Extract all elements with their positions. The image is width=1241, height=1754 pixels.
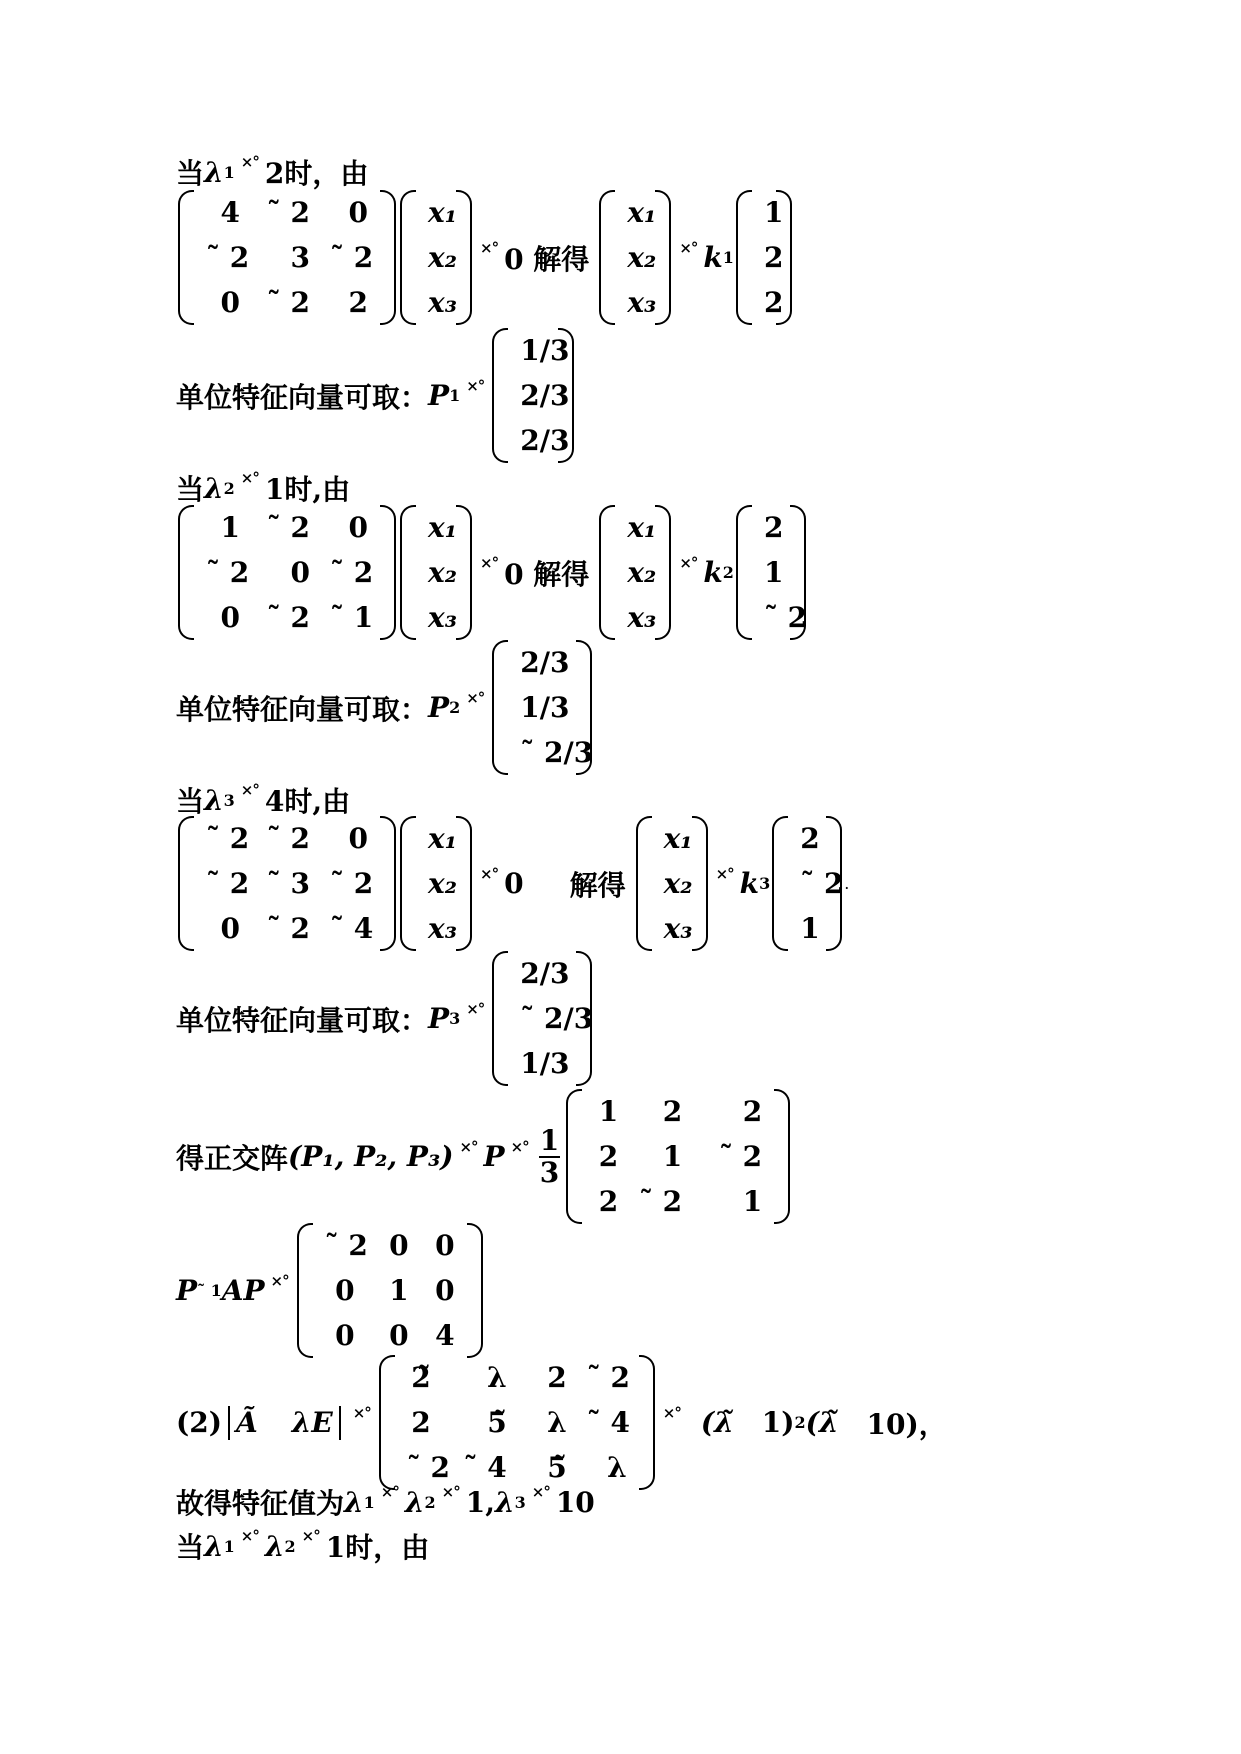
- matrix-cell: 4: [435, 1319, 455, 1352]
- lambda-e-symbol: λE: [291, 1406, 333, 1439]
- line-3: [176, 328, 576, 463]
- det-bar-left: [228, 1406, 230, 1440]
- p-symbol: P: [176, 1274, 198, 1307]
- garbled-operator: ×°: [480, 553, 499, 572]
- matrix-cell: ˜ 2: [266, 822, 310, 855]
- matrix-cell: 0: [335, 1274, 355, 1307]
- text-unit-vector: 单位特征向量可取：: [176, 380, 429, 414]
- det-bar-right: [339, 1406, 341, 1440]
- matrix-cell: λ: [487, 1361, 507, 1394]
- matrix-cell: ˜ 2: [330, 241, 374, 274]
- matrix-cell: ˜ 4: [330, 912, 374, 945]
- garbled-operator: ×°: [715, 864, 734, 883]
- matrix-p: [566, 1089, 790, 1224]
- matrix-cell: x₁: [663, 822, 693, 855]
- matrix-cell: 2: [800, 822, 820, 855]
- matrix-a1: [178, 190, 396, 325]
- value-ten: 10: [555, 1485, 595, 1519]
- vector-x: [400, 505, 472, 640]
- part-two-label: (2): [176, 1406, 222, 1439]
- p-symbol: P: [428, 379, 450, 412]
- garbled-operator: ×°: [270, 1271, 289, 1290]
- matrix-cell: ˜ 2: [763, 601, 808, 634]
- line-13: [176, 1482, 595, 1522]
- garbled-operator: ×°: [466, 999, 485, 1018]
- matrix-cell: ˜ 2: [206, 241, 250, 274]
- equation-1: [176, 190, 794, 325]
- matrix-cell: 1: [763, 556, 784, 589]
- matrix-cell: 0: [220, 286, 240, 319]
- text-dang: 当: [176, 1531, 205, 1564]
- matrix-cell: 2: [662, 1095, 683, 1128]
- k-symbol: k: [703, 556, 723, 589]
- matrix-cell: 0: [389, 1319, 409, 1352]
- lambda-symbol: λ: [344, 1485, 364, 1519]
- matrix-cell: 0: [435, 1274, 455, 1307]
- matrix-cell: 2: [348, 286, 368, 319]
- matrix-cell: λ: [607, 1451, 627, 1484]
- matrix-cell: ˜ 4: [463, 1451, 507, 1484]
- matrix-cell: 2/3: [520, 646, 570, 679]
- lambda-symbol: λ: [494, 1485, 515, 1519]
- matrix-cell: 0: [220, 601, 240, 634]
- lambda-symbol: λ: [204, 1529, 224, 1563]
- matrix-cell: x₁: [428, 511, 457, 544]
- equation-2: [176, 505, 808, 640]
- matrix-a-minus-lambda-e: [379, 1355, 655, 1490]
- matrix-cell: ˜ 2: [718, 1140, 763, 1173]
- matrix-cell: 1: [598, 1095, 619, 1128]
- matrix-cell: ˜ 2: [206, 556, 250, 589]
- matrix-cell: x₁: [428, 822, 457, 855]
- ap-symbol: AP: [221, 1274, 265, 1307]
- matrix-cell: ˜ 2/3: [520, 736, 594, 769]
- line-1: [176, 152, 368, 192]
- text-dang: 当: [176, 785, 205, 818]
- matrix-cell: 0: [435, 1229, 455, 1262]
- superscript: ˜ 1: [197, 1281, 222, 1300]
- vector-x: [400, 816, 472, 951]
- matrix-cell: 3: [290, 241, 310, 274]
- numerator: 1: [539, 1123, 560, 1157]
- text-value: 2时，由: [264, 157, 369, 190]
- matrix-cell: 1/3: [520, 691, 570, 724]
- subscript: 3: [514, 1492, 526, 1512]
- vector-x: [400, 190, 472, 325]
- matrix-cell: 2: [763, 286, 784, 319]
- vector-v1: [736, 190, 792, 325]
- matrix-cell: ˜ 3: [266, 867, 310, 900]
- garbled-operator: ×°: [301, 1527, 320, 1545]
- garbled-operator: ×°: [240, 781, 259, 799]
- matrix-cell: 2/3: [520, 424, 570, 457]
- matrix-cell: ˜ 1: [330, 601, 374, 634]
- matrix-cell: 1: [220, 511, 240, 544]
- matrix-cell: 2/3: [520, 957, 570, 990]
- matrix-cell: 2: [411, 1406, 431, 1439]
- matrix-cell: ˜ 2: [638, 1185, 683, 1218]
- p-symbol: P: [428, 691, 450, 724]
- garbled-operator: ×°: [510, 1137, 529, 1156]
- matrix-cell: x₃: [663, 912, 693, 945]
- k-symbol: k: [703, 241, 723, 274]
- p-symbol: P: [428, 1002, 450, 1035]
- matrix-cell: 1: [662, 1140, 683, 1173]
- matrix-cell: 1: [389, 1274, 409, 1307]
- period: .: [844, 874, 850, 893]
- matrix-cell: 0: [348, 822, 368, 855]
- matrix-cell: x₁: [627, 511, 657, 544]
- garbled-operator: ×°: [240, 153, 259, 171]
- matrix-cell: 0: [220, 912, 240, 945]
- subscript: 3: [759, 874, 771, 893]
- matrix-cell: ˜ 2: [800, 867, 844, 900]
- text-solve: 解得: [569, 868, 626, 902]
- matrix-cell: ˜ 2: [206, 867, 250, 900]
- garbled-operator: ×°: [531, 1483, 550, 1501]
- p-symbol: P: [483, 1140, 505, 1173]
- line-7: [176, 780, 350, 820]
- subscript: 2: [449, 698, 461, 717]
- text-orthogonal: 得正交阵: [176, 1141, 289, 1175]
- lambda-symbol: λ: [204, 783, 224, 817]
- matrix-cell: 0: [348, 196, 368, 229]
- factor-2b: 10)，: [866, 1407, 947, 1441]
- matrix-cell: 2: [763, 511, 784, 544]
- subscript: 1: [722, 248, 734, 267]
- factor-1: (λ̃: [700, 1406, 734, 1439]
- garbled-operator: ×°: [240, 469, 259, 487]
- line-12: [176, 1355, 947, 1490]
- matrix-cell: λ: [547, 1406, 567, 1439]
- matrix-cell: 2: [742, 1095, 763, 1128]
- garbled-operator: ×°: [466, 376, 485, 395]
- matrix-cell: ˜ 2: [330, 556, 374, 589]
- matrix-cell: ˜ 2: [266, 196, 310, 229]
- matrix-cell: 0: [290, 556, 310, 589]
- matrix-cell: x₂: [428, 241, 457, 274]
- subscript: 2: [424, 1492, 436, 1512]
- line-4: [176, 468, 350, 508]
- garbled-operator: ×°: [662, 1403, 681, 1422]
- denominator: 3: [539, 1155, 560, 1189]
- matrix-cell: 1: [742, 1185, 763, 1218]
- matrix-cell: x₂: [663, 867, 693, 900]
- matrix-cell: ˜ 4: [586, 1406, 631, 1439]
- matrix-cell: 1: [763, 196, 784, 229]
- garbled-operator: ×°: [679, 238, 698, 257]
- vector-p1: [492, 328, 574, 463]
- matrix-cell: x₃: [627, 601, 657, 634]
- matrix-cell: 2: [547, 1361, 567, 1394]
- subscript: 1: [449, 386, 461, 405]
- subscript: 1: [223, 162, 235, 182]
- lambda-symbol: λ: [204, 155, 224, 189]
- matrix-cell: 0: [348, 511, 368, 544]
- subscript: 3: [223, 790, 235, 810]
- lambda-symbol: λ: [204, 471, 224, 505]
- matrix-a2: [178, 505, 396, 640]
- matrix-cell: 5̃: [487, 1406, 507, 1439]
- garbled-operator: ×°: [352, 1403, 371, 1422]
- matrix-cell: 1: [800, 912, 820, 945]
- matrix-cell: x₁: [627, 196, 657, 229]
- matrix-cell: ˜ 2: [330, 867, 374, 900]
- matrix-cell: ˜ 2: [266, 912, 310, 945]
- subscript: 1: [363, 1492, 375, 1512]
- line-14: [176, 1526, 429, 1566]
- a-symbol: Ã: [235, 1406, 258, 1439]
- text-value: 1时,由: [264, 473, 351, 506]
- factor-2: (λ̃: [805, 1406, 839, 1439]
- matrix-cell: x₃: [428, 601, 457, 634]
- matrix-cell: 2: [763, 241, 784, 274]
- garbled-operator: ×°: [380, 1483, 399, 1501]
- matrix-cell: ˜ 2/3: [520, 1002, 594, 1035]
- fraction-one-third: [539, 1123, 560, 1189]
- matrix-cell: 0: [335, 1319, 355, 1352]
- k-symbol: k: [739, 867, 760, 900]
- text-unit-vector: 单位特征向量可取：: [176, 1003, 429, 1037]
- line-6: [176, 640, 594, 775]
- matrix-cell: 0: [389, 1229, 409, 1262]
- matrix-cell: 2̃: [411, 1361, 431, 1394]
- garbled-operator: ×°: [459, 1137, 478, 1156]
- garbled-operator: ×°: [480, 864, 499, 883]
- matrix-cell: ˜ 2: [266, 286, 310, 319]
- garbled-operator: ×°: [480, 238, 499, 257]
- vector-v2: [736, 505, 806, 640]
- subscript: 2: [284, 1536, 296, 1556]
- matrix-cell: x₁: [428, 196, 457, 229]
- matrix-cell: 2: [598, 1185, 619, 1218]
- matrix-diagonal: [297, 1223, 483, 1358]
- matrix-cell: x₂: [627, 556, 657, 589]
- vector-x: [636, 816, 708, 951]
- matrix-cell: 1/3: [520, 334, 570, 367]
- vector-x: [599, 190, 671, 325]
- matrix-cell: 2/3: [520, 379, 570, 412]
- text-value: 1时，由: [325, 1531, 430, 1564]
- vector-p2: [492, 640, 592, 775]
- matrix-cell: 5̃: [547, 1451, 567, 1484]
- vector-x: [599, 505, 671, 640]
- vector-p3: [492, 951, 592, 1086]
- text-value: 4时,由: [264, 785, 351, 818]
- garbled-operator: ×°: [240, 1527, 259, 1545]
- matrix-cell: ˜ 2: [266, 601, 310, 634]
- p-tuple: (P₁, P₂, P₃): [288, 1140, 454, 1173]
- matrix-cell: 4: [220, 196, 240, 229]
- factor-1b: 1): [761, 1406, 795, 1439]
- text-dang: 当: [176, 157, 205, 190]
- line-10: [176, 1089, 792, 1224]
- line-9: [176, 951, 594, 1086]
- vector-v3: [772, 816, 842, 951]
- subscript: 3: [449, 1009, 461, 1028]
- subscript: 2: [223, 478, 235, 498]
- lambda-symbol: λ: [264, 1529, 285, 1563]
- matrix-cell: ˜ 2: [206, 822, 250, 855]
- matrix-cell: ˜ 2: [266, 511, 310, 544]
- garbled-operator: ×°: [441, 1483, 460, 1501]
- value-one: 1,: [465, 1485, 495, 1519]
- text-zero: 0: [504, 867, 524, 900]
- matrix-cell: 2: [598, 1140, 619, 1173]
- exponent-square: 2: [794, 1413, 806, 1432]
- matrix-a3: [178, 816, 396, 951]
- garbled-operator: ×°: [679, 553, 698, 572]
- matrix-cell: ˜ 2: [324, 1229, 368, 1262]
- subscript: 2: [722, 563, 734, 582]
- text-solve: 0 解得: [504, 557, 590, 591]
- text-eigenvalues: 故得特征值为: [176, 1487, 345, 1520]
- matrix-cell: ˜ 2: [406, 1451, 451, 1484]
- garbled-operator: ×°: [466, 688, 485, 707]
- matrix-cell: ˜ 2: [586, 1361, 631, 1394]
- matrix-cell: x₂: [627, 241, 657, 274]
- matrix-cell: 1/3: [520, 1047, 570, 1080]
- text-solve: 0 解得: [504, 242, 590, 276]
- matrix-cell: x₂: [428, 867, 457, 900]
- matrix-cell: x₂: [428, 556, 457, 589]
- matrix-cell: x₃: [627, 286, 657, 319]
- equation-3: [176, 816, 849, 951]
- lambda-symbol: λ: [404, 1485, 425, 1519]
- subscript: 1: [223, 1536, 235, 1556]
- matrix-cell: x₃: [428, 912, 457, 945]
- line-11: [176, 1223, 485, 1358]
- text-dang: 当: [176, 473, 205, 506]
- matrix-cell: x₃: [428, 286, 457, 319]
- text-unit-vector: 单位特征向量可取：: [176, 692, 429, 726]
